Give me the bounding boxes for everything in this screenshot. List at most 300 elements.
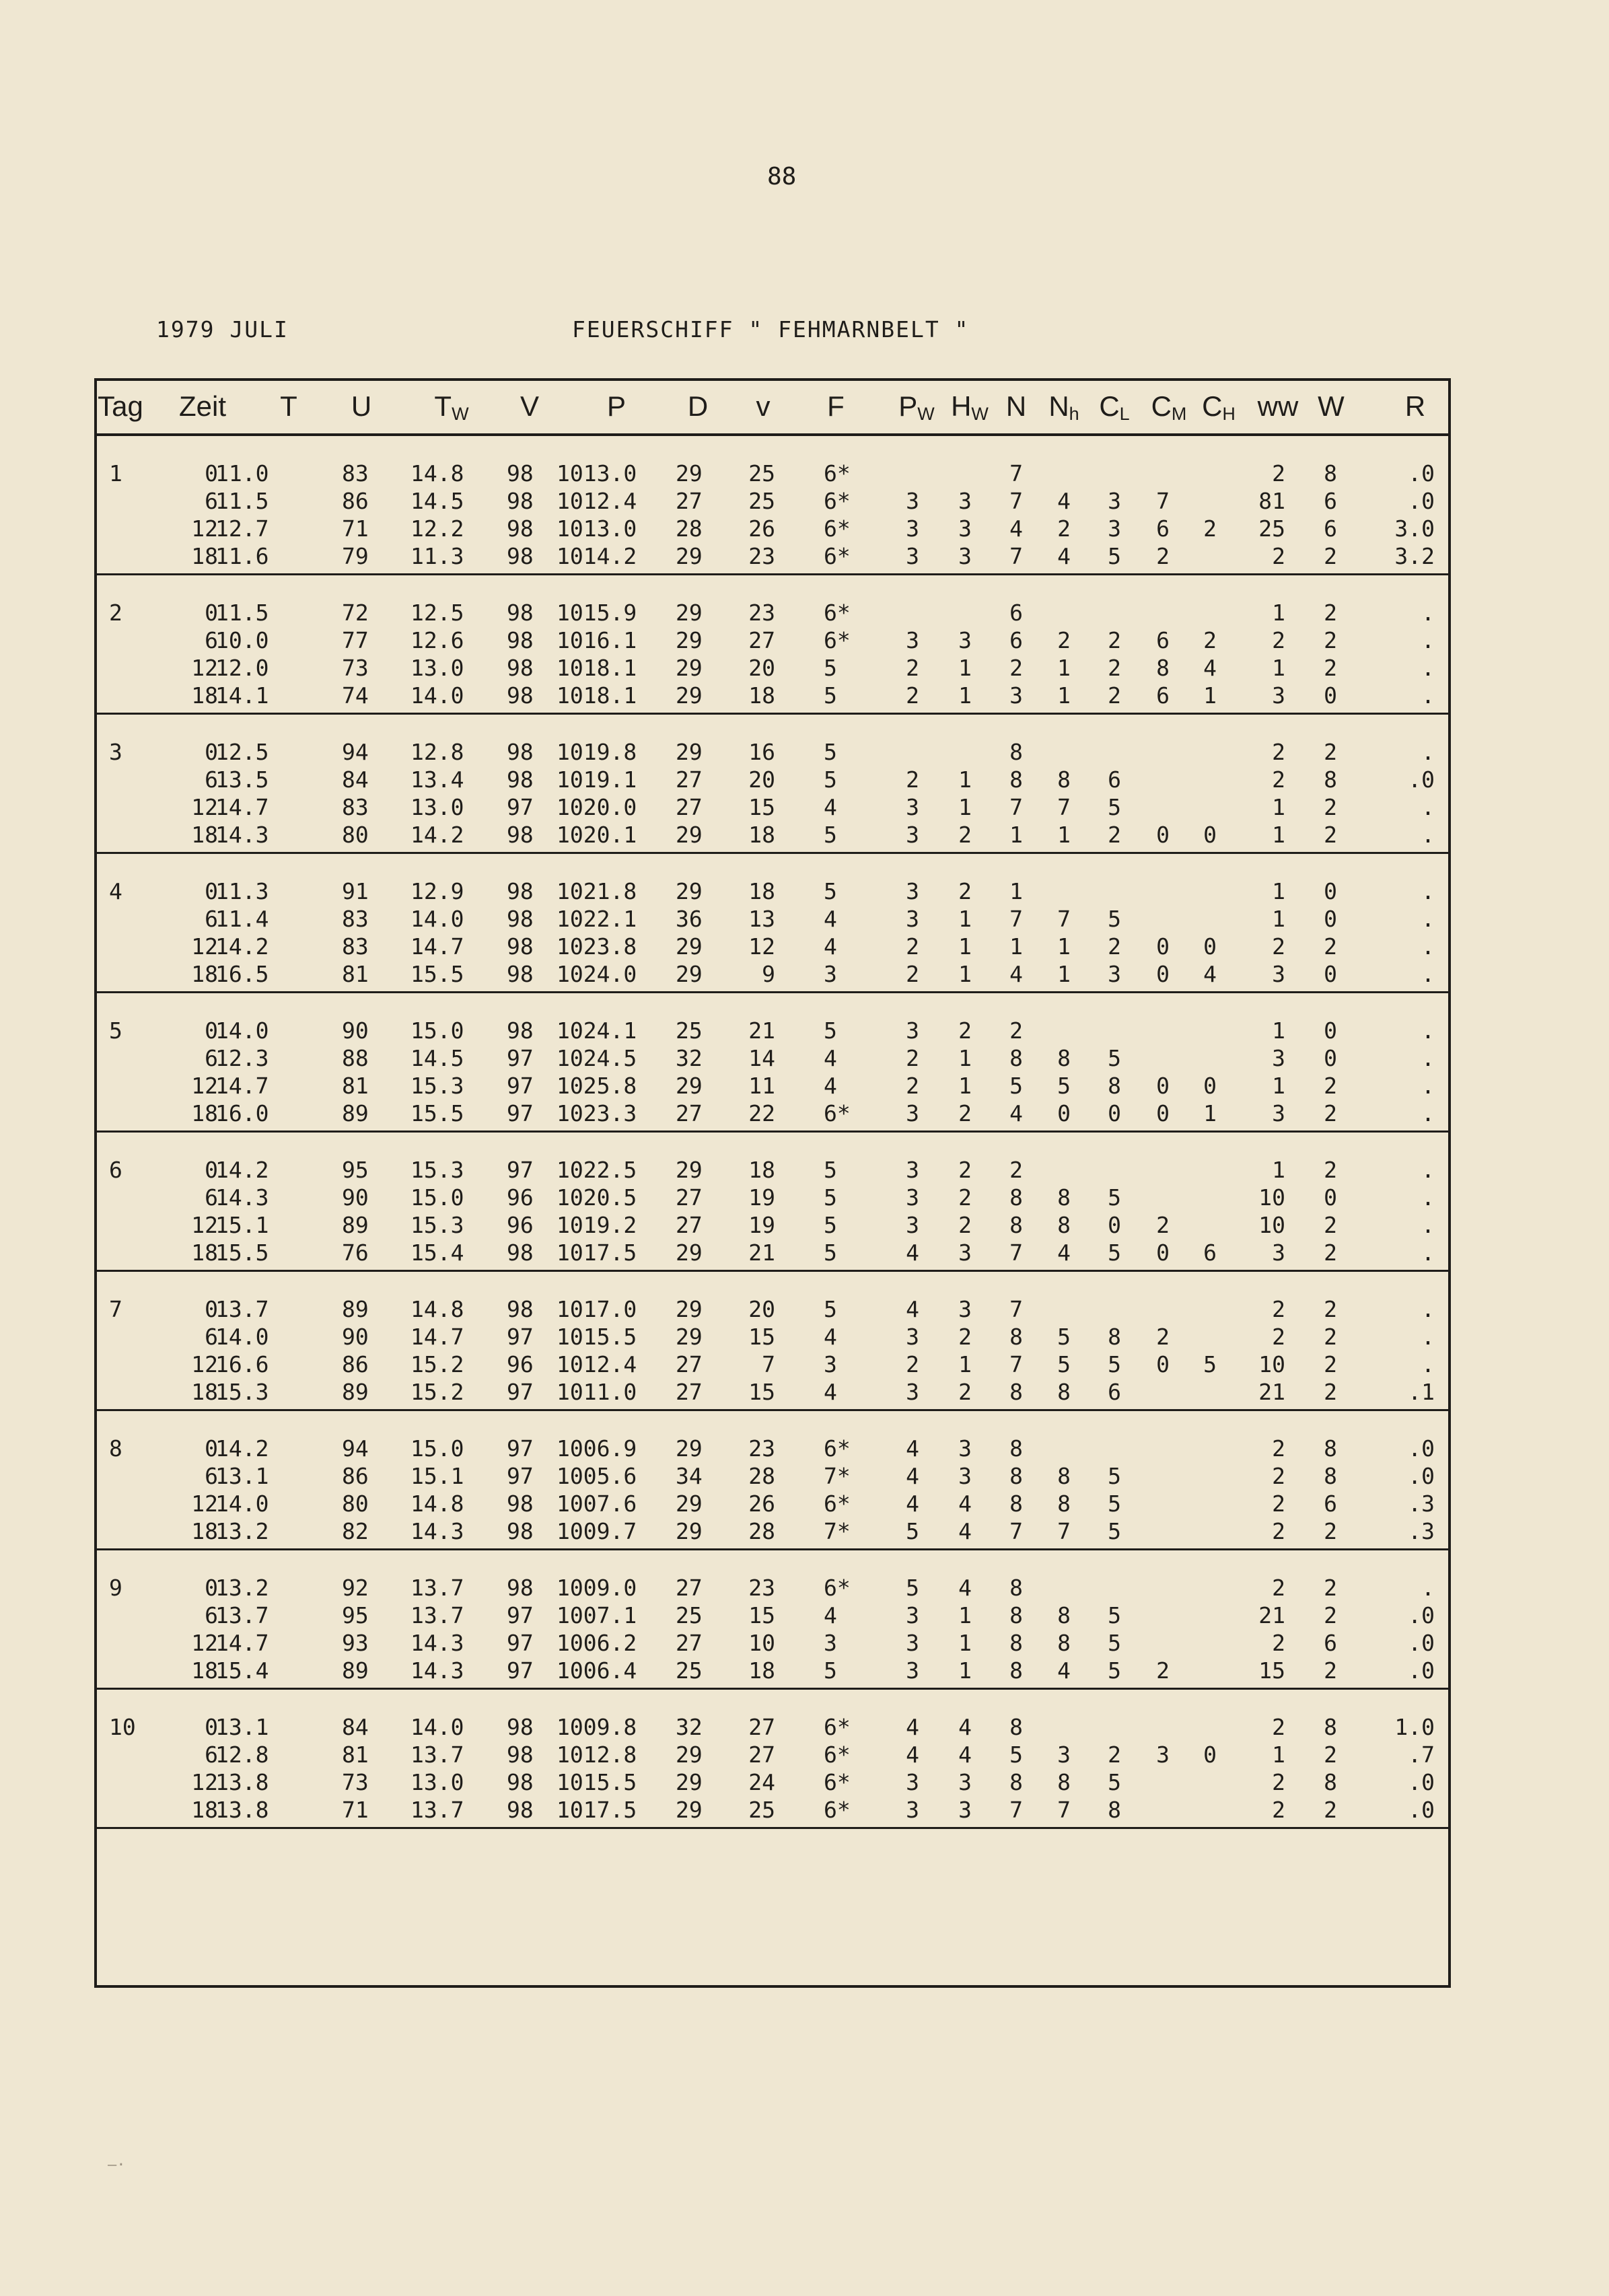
cell-r: .0 — [1408, 460, 1435, 487]
cell-tw: 15.2 — [410, 1351, 464, 1377]
cell-cm: 2 — [1156, 1324, 1170, 1350]
cell-tw: 13.4 — [410, 766, 464, 793]
cell-tw: 13.0 — [410, 794, 464, 820]
cell-tw: 14.8 — [410, 1491, 464, 1517]
cell-tw: 14.8 — [410, 1296, 464, 1322]
cell-d: 27 — [676, 794, 703, 820]
cell-d: 29 — [676, 600, 703, 626]
cell-r: .0 — [1408, 766, 1435, 793]
cell-n: 3 — [1009, 682, 1023, 709]
cell-pw: 3 — [906, 1212, 919, 1238]
cell-w: 8 — [1324, 460, 1337, 487]
cell-tw: 14.7 — [410, 1324, 464, 1350]
cell-t: 13.8 — [215, 1769, 269, 1795]
cell-tw: 12.6 — [410, 627, 464, 653]
cell-hw: 4 — [958, 1491, 972, 1517]
cell-t: 14.2 — [215, 1435, 269, 1462]
cell-cl: 5 — [1108, 1184, 1121, 1211]
cell-cl: 5 — [1108, 1602, 1121, 1628]
cell-ch: 6 — [1203, 1240, 1217, 1266]
cell-nh: 7 — [1057, 906, 1071, 932]
cell-v: 98 — [507, 488, 534, 514]
table-row — [97, 1351, 1448, 1379]
cell-hw: 2 — [958, 1324, 972, 1350]
cell-v: 97 — [507, 1602, 534, 1628]
cell-hw: 4 — [958, 1575, 972, 1601]
cell-tw: 14.3 — [410, 1657, 464, 1684]
cell-t: 12.7 — [215, 515, 269, 542]
day-number: 3 — [109, 739, 122, 765]
cell-f: 7* — [824, 1463, 851, 1489]
column-header-zeit: Zeit — [178, 390, 227, 422]
cell-tw: 11.3 — [410, 543, 464, 569]
cell-v: 97 — [507, 794, 534, 820]
cell-t: 14.3 — [215, 1184, 269, 1211]
cell-d: 29 — [676, 543, 703, 569]
cell-nh: 5 — [1057, 1073, 1071, 1099]
cell-d: 32 — [676, 1045, 703, 1071]
cell-pw: 2 — [906, 682, 919, 709]
cell-w: 6 — [1324, 515, 1337, 542]
cell-tw: 14.3 — [410, 1630, 464, 1656]
cell-v: 98 — [507, 906, 534, 932]
cell-nh: 2 — [1057, 515, 1071, 542]
cell-cm: 0 — [1156, 1073, 1170, 1099]
cell-ww: 1 — [1272, 822, 1285, 848]
cell-d: 29 — [676, 1518, 703, 1544]
cell-tw: 14.5 — [410, 488, 464, 514]
cell-tw: 14.3 — [410, 1518, 464, 1544]
cell-pw: 3 — [906, 822, 919, 848]
cell-hw: 1 — [958, 1630, 972, 1656]
cell-cm: 6 — [1156, 627, 1170, 653]
day-block — [97, 575, 1448, 715]
cell-r: .0 — [1408, 1602, 1435, 1628]
cell-u: 89 — [342, 1100, 369, 1126]
cell-zeit: 6 — [205, 1463, 218, 1489]
cell-p: 1024.1 — [557, 1017, 637, 1044]
cell-ch: 4 — [1203, 655, 1217, 681]
cell-t: 13.2 — [215, 1575, 269, 1601]
cell-cm: 2 — [1156, 543, 1170, 569]
cell-pw: 3 — [906, 1017, 919, 1044]
cell-f: 6* — [824, 1100, 851, 1126]
day-block — [97, 1411, 1448, 1550]
cell-v: 20 — [748, 766, 775, 793]
cell-v: 97 — [507, 1045, 534, 1071]
cell-hw: 3 — [958, 1240, 972, 1266]
table-row — [97, 1379, 1448, 1407]
table-row — [97, 1714, 1448, 1742]
cell-n: 5 — [1009, 1742, 1023, 1768]
cell-n: 7 — [1009, 794, 1023, 820]
cell-ww: 2 — [1272, 1769, 1285, 1795]
cell-n: 8 — [1009, 1045, 1023, 1071]
cell-f: 5 — [824, 822, 837, 848]
cell-nh: 4 — [1057, 1657, 1071, 1684]
cell-v: 23 — [748, 1435, 775, 1462]
cell-p: 1011.0 — [557, 1379, 637, 1405]
table-row — [97, 1157, 1448, 1185]
cell-pw: 4 — [906, 1491, 919, 1517]
cell-v: 23 — [748, 543, 775, 569]
cell-pw: 2 — [906, 1073, 919, 1099]
cell-ww: 2 — [1272, 627, 1285, 653]
cell-t: 11.0 — [215, 460, 269, 487]
cell-w: 2 — [1324, 1324, 1337, 1350]
cell-zeit: 12 — [191, 1073, 218, 1099]
cell-t: 13.8 — [215, 1797, 269, 1823]
cell-r: . — [1421, 1240, 1435, 1266]
cell-v: 97 — [507, 1463, 534, 1489]
cell-zeit: 6 — [205, 627, 218, 653]
cell-v: 19 — [748, 1212, 775, 1238]
cell-zeit: 6 — [205, 488, 218, 514]
cell-w: 2 — [1324, 1100, 1337, 1126]
page-number: 88 — [767, 163, 797, 190]
cell-n: 7 — [1009, 1296, 1023, 1322]
cell-nh: 1 — [1057, 933, 1071, 960]
cell-v: 25 — [748, 1797, 775, 1823]
table-row — [97, 961, 1448, 989]
cell-nh: 1 — [1057, 682, 1071, 709]
cell-nh: 8 — [1057, 1491, 1071, 1517]
cell-tw: 14.5 — [410, 1045, 464, 1071]
cell-pw: 3 — [906, 1602, 919, 1628]
cell-n: 8 — [1009, 1769, 1023, 1795]
cell-pw: 3 — [906, 543, 919, 569]
cell-r: . — [1421, 1351, 1435, 1377]
cell-p: 1014.2 — [557, 543, 637, 569]
cell-f: 4 — [824, 1379, 837, 1405]
cell-zeit: 0 — [205, 1435, 218, 1462]
cell-w: 2 — [1324, 1296, 1337, 1322]
cell-ww: 2 — [1272, 766, 1285, 793]
cell-nh: 8 — [1057, 766, 1071, 793]
cell-p: 1006.4 — [557, 1657, 637, 1684]
cell-u: 86 — [342, 1463, 369, 1489]
cell-f: 5 — [824, 1157, 837, 1183]
cell-pw: 4 — [906, 1296, 919, 1322]
cell-v: 98 — [507, 1518, 534, 1544]
cell-hw: 1 — [958, 1045, 972, 1071]
cell-d: 29 — [676, 1491, 703, 1517]
cell-cl: 2 — [1108, 822, 1121, 848]
cell-f: 4 — [824, 906, 837, 932]
cell-n: 1 — [1009, 878, 1023, 904]
cell-p: 1012.4 — [557, 1351, 637, 1377]
cell-w: 2 — [1324, 1351, 1337, 1377]
cell-w: 0 — [1324, 961, 1337, 987]
cell-zeit: 0 — [205, 1296, 218, 1322]
cell-f: 5 — [824, 1240, 837, 1266]
day-number: 2 — [109, 600, 122, 626]
cell-n: 1 — [1009, 933, 1023, 960]
cell-v: 98 — [507, 1296, 534, 1322]
cell-t: 11.3 — [215, 878, 269, 904]
cell-n: 2 — [1009, 1017, 1023, 1044]
cell-tw: 12.2 — [410, 515, 464, 542]
cell-cl: 5 — [1108, 1351, 1121, 1377]
cell-n: 5 — [1009, 1073, 1023, 1099]
cell-d: 29 — [676, 627, 703, 653]
cell-hw: 1 — [958, 961, 972, 987]
cell-f: 4 — [824, 794, 837, 820]
cell-u: 81 — [342, 1742, 369, 1768]
table-row — [97, 682, 1448, 711]
cell-v: 98 — [507, 543, 534, 569]
cell-u: 89 — [342, 1296, 369, 1322]
cell-pw: 3 — [906, 488, 919, 514]
cell-hw: 3 — [958, 1463, 972, 1489]
cell-f: 5 — [824, 739, 837, 765]
cell-pw: 3 — [906, 878, 919, 904]
cell-zeit: 6 — [205, 1184, 218, 1211]
cell-v: 26 — [748, 1491, 775, 1517]
cell-tw: 15.3 — [410, 1073, 464, 1099]
table-row — [97, 1463, 1448, 1491]
cell-r: . — [1421, 655, 1435, 681]
cell-zeit: 0 — [205, 1575, 218, 1601]
cell-f: 4 — [824, 1073, 837, 1099]
cell-cl: 2 — [1108, 1742, 1121, 1768]
cell-p: 1013.0 — [557, 460, 637, 487]
cell-u: 95 — [342, 1602, 369, 1628]
cell-d: 29 — [676, 933, 703, 960]
cell-u: 80 — [342, 1491, 369, 1517]
cell-d: 27 — [676, 1184, 703, 1211]
cell-f: 6* — [824, 1769, 851, 1795]
cell-d: 29 — [676, 1157, 703, 1183]
cell-zeit: 6 — [205, 906, 218, 932]
cell-w: 6 — [1324, 1491, 1337, 1517]
cell-ww: 2 — [1272, 1518, 1285, 1544]
cell-u: 77 — [342, 627, 369, 653]
cell-nh: 8 — [1057, 1212, 1071, 1238]
cell-pw: 2 — [906, 1351, 919, 1377]
cell-v: 98 — [507, 600, 534, 626]
cell-v: 18 — [748, 822, 775, 848]
cell-w: 2 — [1324, 1657, 1337, 1684]
cell-r: . — [1421, 961, 1435, 987]
cell-ww: 1 — [1272, 1157, 1285, 1183]
cell-cl: 2 — [1108, 627, 1121, 653]
cell-p: 1019.8 — [557, 739, 637, 765]
cell-u: 83 — [342, 460, 369, 487]
cell-cl: 5 — [1108, 1463, 1121, 1489]
cell-n: 6 — [1009, 600, 1023, 626]
cell-d: 29 — [676, 878, 703, 904]
cell-v: 98 — [507, 1240, 534, 1266]
station-title: FEUERSCHIFF " FEHMARNBELT " — [572, 316, 970, 343]
cell-u: 81 — [342, 1073, 369, 1099]
cell-d: 29 — [676, 1435, 703, 1462]
cell-ww: 2 — [1272, 460, 1285, 487]
cell-v: 28 — [748, 1518, 775, 1544]
cell-v: 97 — [507, 1657, 534, 1684]
cell-cl: 3 — [1108, 515, 1121, 542]
cell-nh: 3 — [1057, 1742, 1071, 1768]
cell-f: 4 — [824, 1324, 837, 1350]
day-number: 6 — [109, 1157, 122, 1183]
cell-hw: 1 — [958, 933, 972, 960]
cell-w: 2 — [1324, 794, 1337, 820]
cell-p: 1009.8 — [557, 1714, 637, 1740]
cell-zeit: 12 — [191, 933, 218, 960]
cell-cl: 3 — [1108, 961, 1121, 987]
cell-n: 8 — [1009, 766, 1023, 793]
cell-n: 8 — [1009, 1212, 1023, 1238]
cell-v: 12 — [748, 933, 775, 960]
cell-nh: 8 — [1057, 1630, 1071, 1656]
cell-hw: 3 — [958, 543, 972, 569]
cell-nh: 1 — [1057, 961, 1071, 987]
cell-zeit: 6 — [205, 766, 218, 793]
cell-r: . — [1421, 794, 1435, 820]
cell-t: 15.4 — [215, 1657, 269, 1684]
cell-zeit: 18 — [191, 1518, 218, 1544]
cell-ww: 25 — [1258, 515, 1285, 542]
cell-zeit: 6 — [205, 1602, 218, 1628]
cell-d: 29 — [676, 739, 703, 765]
cell-ww: 1 — [1272, 1073, 1285, 1099]
cell-ww: 3 — [1272, 1045, 1285, 1071]
cell-tw: 15.5 — [410, 961, 464, 987]
cell-v: 14 — [748, 1045, 775, 1071]
cell-p: 1020.1 — [557, 822, 637, 848]
column-header-tag: Tag — [98, 390, 143, 422]
cell-n: 7 — [1009, 543, 1023, 569]
cell-u: 89 — [342, 1379, 369, 1405]
cell-hw: 2 — [958, 878, 972, 904]
cell-ch: 0 — [1203, 1742, 1217, 1768]
cell-p: 1005.6 — [557, 1463, 637, 1489]
cell-pw: 3 — [906, 1184, 919, 1211]
cell-n: 7 — [1009, 906, 1023, 932]
cell-u: 95 — [342, 1157, 369, 1183]
cell-p: 1009.7 — [557, 1518, 637, 1544]
cell-n: 4 — [1009, 961, 1023, 987]
cell-u: 71 — [342, 1797, 369, 1823]
cell-v: 98 — [507, 1769, 534, 1795]
cell-t: 10.0 — [215, 627, 269, 653]
cell-f: 5 — [824, 766, 837, 793]
cell-nh: 7 — [1057, 794, 1071, 820]
cell-cm: 2 — [1156, 1657, 1170, 1684]
cell-w: 6 — [1324, 1630, 1337, 1656]
cell-v: 22 — [748, 1100, 775, 1126]
cell-w: 2 — [1324, 1602, 1337, 1628]
cell-d: 29 — [676, 1769, 703, 1795]
cell-u: 89 — [342, 1212, 369, 1238]
cell-r: . — [1421, 1184, 1435, 1211]
cell-v: 98 — [507, 933, 534, 960]
cell-tw: 15.3 — [410, 1212, 464, 1238]
day-block — [97, 1550, 1448, 1690]
cell-p: 1017.5 — [557, 1240, 637, 1266]
cell-u: 93 — [342, 1630, 369, 1656]
cell-w: 0 — [1324, 1184, 1337, 1211]
cell-p: 1021.8 — [557, 878, 637, 904]
cell-v: 18 — [748, 682, 775, 709]
cell-r: 1.0 — [1394, 1714, 1435, 1740]
cell-cm: 2 — [1156, 1212, 1170, 1238]
cell-t: 15.5 — [215, 1240, 269, 1266]
table-row — [97, 515, 1448, 544]
cell-ch: 2 — [1203, 627, 1217, 653]
cell-v: 21 — [748, 1240, 775, 1266]
day-block — [97, 854, 1448, 993]
cell-v: 9 — [762, 961, 775, 987]
table-row — [97, 1212, 1448, 1240]
cell-tw: 14.7 — [410, 933, 464, 960]
cell-ww: 2 — [1272, 1575, 1285, 1601]
cell-t: 11.5 — [215, 488, 269, 514]
cell-cm: 8 — [1156, 655, 1170, 681]
cell-ch: 0 — [1203, 822, 1217, 848]
cell-tw: 14.0 — [410, 906, 464, 932]
cell-zeit: 6 — [205, 1742, 218, 1768]
cell-v: 23 — [748, 1575, 775, 1601]
cell-tw: 13.7 — [410, 1742, 464, 1768]
cell-t: 14.0 — [215, 1324, 269, 1350]
cell-f: 5 — [824, 655, 837, 681]
cell-p: 1006.9 — [557, 1435, 637, 1462]
cell-v: 98 — [507, 766, 534, 793]
cell-hw: 1 — [958, 1657, 972, 1684]
column-header-v: V — [520, 390, 540, 422]
cell-cl: 5 — [1108, 543, 1121, 569]
cell-t: 13.5 — [215, 766, 269, 793]
cell-r: . — [1421, 822, 1435, 848]
cell-ww: 1 — [1272, 655, 1285, 681]
cell-zeit: 12 — [191, 515, 218, 542]
cell-p: 1017.0 — [557, 1296, 637, 1322]
cell-t: 14.3 — [215, 822, 269, 848]
cell-zeit: 12 — [191, 1769, 218, 1795]
cell-u: 94 — [342, 1435, 369, 1462]
cell-n: 8 — [1009, 1379, 1023, 1405]
column-header-v: v — [756, 390, 771, 422]
table-row — [97, 822, 1448, 850]
cell-nh: 8 — [1057, 1769, 1071, 1795]
cell-t: 14.7 — [215, 1073, 269, 1099]
cell-zeit: 0 — [205, 1714, 218, 1740]
cell-hw: 1 — [958, 1602, 972, 1628]
cell-nh: 4 — [1057, 1240, 1071, 1266]
cell-w: 0 — [1324, 1017, 1337, 1044]
column-header-cm: $C_M$ — [1151, 390, 1187, 424]
cell-pw: 3 — [906, 1797, 919, 1823]
cell-t: 11.6 — [215, 543, 269, 569]
cell-ww: 15 — [1258, 1657, 1285, 1684]
cell-t: 15.1 — [215, 1212, 269, 1238]
cell-u: 82 — [342, 1518, 369, 1544]
cell-zeit: 6 — [205, 1045, 218, 1071]
cell-u: 88 — [342, 1045, 369, 1071]
cell-u: 90 — [342, 1324, 369, 1350]
cell-w: 2 — [1324, 1073, 1337, 1099]
cell-ch: 5 — [1203, 1351, 1217, 1377]
column-header-d: D — [687, 390, 709, 422]
cell-d: 29 — [676, 1742, 703, 1768]
cell-n: 6 — [1009, 627, 1023, 653]
cell-d: 27 — [676, 1575, 703, 1601]
margin-mark: —· — [108, 2157, 126, 2174]
day-number: 5 — [109, 1017, 122, 1044]
cell-hw: 1 — [958, 682, 972, 709]
cell-cm: 0 — [1156, 822, 1170, 848]
